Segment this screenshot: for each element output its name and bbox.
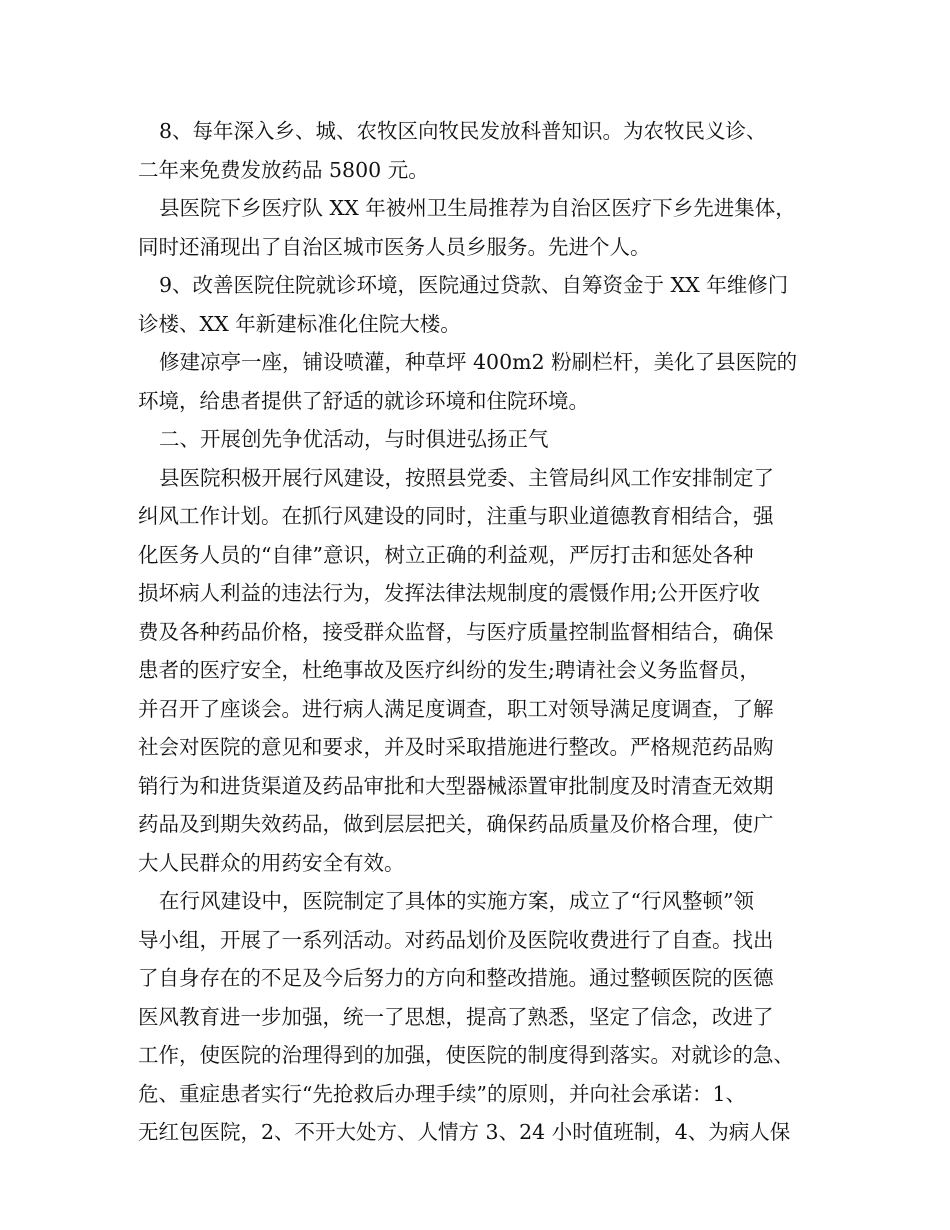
text-line: 药品及到期失效药品，做到层层把关，确保药品质量及价格合理，使广 — [138, 812, 774, 836]
text-line: 县医院下乡医疗队 XX 年被州卫生局推荐为自治区医疗下乡先进集体， — [159, 196, 796, 220]
text-line: 修建凉亭一座，铺设喷灌，种草坪 400m2 粉刷栏杆，美化了县医院的 — [159, 350, 798, 374]
text-line: 并召开了座谈会。进行病人满足度调查，职工对领导满足度调查，了解 — [138, 696, 774, 721]
paragraph — [138, 189, 818, 266]
paragraph — [138, 882, 818, 1152]
text-line: 损坏病人利益的违法行为，发挥法律法规制度的震慑作用;公开医疗收 — [138, 581, 760, 605]
text-line: 大人民群众的用药安全有效。 — [138, 850, 405, 875]
text-line: 费及各种药品价格，接受群众监督，与医疗质量控制监督相结合，确保 — [138, 619, 774, 644]
text-line: 8、每年深入乡、城、农牧区向牧民发放科普知识。为农牧民义诊、 — [159, 119, 767, 143]
paragraph — [138, 266, 818, 343]
paragraph — [138, 343, 818, 420]
text-line: 同时还涌现出了自治区城市医务人员乡服务。先进个人。 — [138, 234, 651, 259]
text-line: 无红包医院，2、不开大处方、人情方 3、24 小时值班制，4、为病人保 — [138, 1120, 791, 1144]
text-line: 环境，给患者提供了舒适的就诊环境和住院环境。 — [138, 388, 589, 413]
text-line: 医风教育进一步加强，统一了思想，提高了熟悉，坚定了信念，改进了 — [138, 1004, 774, 1029]
text-line: 纠风工作计划。在抓行风建设的同时，注重与职业道德教育相结合，强 — [138, 504, 774, 528]
text-line: 县医院积极开展行风建设，按照县党委、主管局纠风工作安排制定了 — [159, 465, 774, 490]
text-line: 患者的医疗安全，杜绝事故及医疗纠纷的发生;聘请社会义务监督员， — [138, 658, 760, 682]
text-line: 诊楼、XX 年新建标准化住院大楼。 — [138, 311, 461, 336]
text-line: 9、改善医院住院就诊环境，医院通过贷款、自筹资金于 XX 年维修门 — [159, 273, 789, 297]
text-line: 二、开展创先争优活动，与时俱进弘扬正气 — [159, 427, 549, 451]
text-line: 了自身存在的不足及今后努力的方向和整改措施。通过整顿医院的医德 — [138, 966, 774, 990]
text-line: 在行风建设中，医院制定了具体的实施方案，成立了“行风整顿”领 — [159, 889, 754, 913]
paragraph — [138, 420, 818, 459]
text-line: 危、重症患者实行“先抢救后办理手续”的原则，并向社会承诺：1、 — [138, 1081, 747, 1106]
text-line: 化医务人员的“自律”意识，树立正确的利益观，严厉打击和惩处各种 — [138, 542, 754, 567]
paragraph — [138, 112, 818, 189]
text-line: 工作，使医院的治理得到的加强，使医院的制度得到落实。对就诊的急、 — [138, 1043, 794, 1067]
text-line: 二年来免费发放药品 5800 元。 — [138, 157, 429, 182]
paragraph — [138, 459, 818, 883]
text-line: 导小组，开展了一系列活动。对药品划价及医院收费进行了自查。找出 — [138, 927, 774, 952]
text-line: 销行为和进货渠道及药品审批和大型器械添置审批制度及时清查无效期 — [138, 773, 774, 798]
document-body — [138, 112, 818, 1152]
text-line: 社会对医院的意见和要求，并及时采取措施进行整改。严格规范药品购 — [138, 735, 774, 759]
